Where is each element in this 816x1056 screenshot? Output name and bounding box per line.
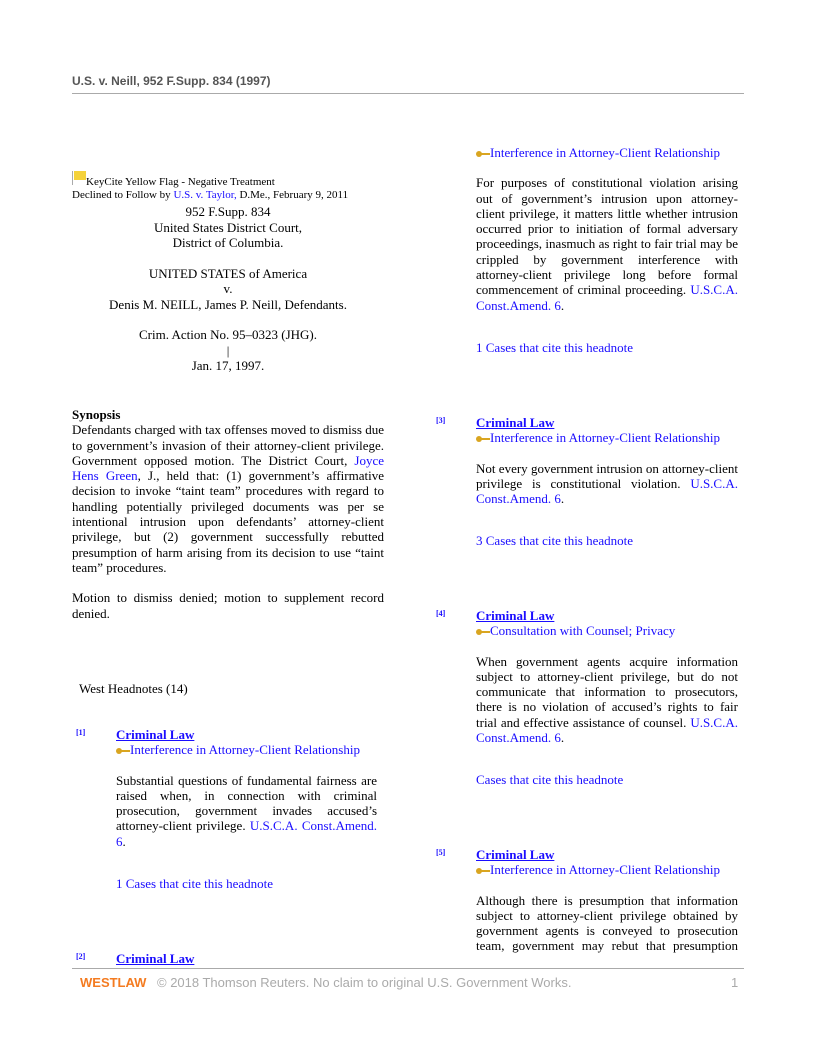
footer-divider [72,968,744,969]
statute-link[interactable]: U.S.C.A. Const.Amend. 6 [476,714,738,746]
declined-suffix: D.Me., February 9, 2011 [236,189,349,201]
court-district: District of Columbia. [172,235,284,250]
key-number-link[interactable]: Interference in Attorney-Client Relationship [490,145,720,160]
key-icon [476,435,490,443]
versus: v. [223,281,233,296]
taylor-case-link[interactable]: U.S. v. Taylor, [173,189,237,201]
headnote-text: Substantial questions of fundamental fairness are raised when, in connection with criminal prosecution, government invades accused’s attorney-client privilege. [116,772,377,834]
citing-cases-link[interactable]: 3 Cases that cite this headnote [476,533,634,549]
copyright-notice: © 2018 Thomson Reuters. No claim to original U.S. Government Works. [157,975,572,990]
headnote-number[interactable]: [4] [436,609,446,618]
keycite-flag-label: KeyCite Yellow Flag - Negative Treatment [86,176,275,188]
headnote-3: Criminal Law Interference in Attorney-Client Relationship Not every government intrusion on attorney-client privilege is constitutional violation. U.S.C.A. Const.Amend. 6. 3 Cases that cite this headnote [476,415,738,549]
headnote-number[interactable]: [2] [76,952,86,961]
docket-number: Crim. Action No. 95–0323 (JHG). [138,327,318,342]
headnote-text: For purposes of constitutional violation arising out of government’s intrusion upon attorney-client privilege, it matters little whether intrusion occurred prior to initiation of formal adversary proceedings, inasmuch as right to fair trial may be crippled by government interference with attorney-client privilege long before formal commencement of criminal proceeding. [476,175,738,298]
headnote-number[interactable]: [1] [76,728,86,737]
citing-cases-link[interactable]: 1 Cases that cite this headnote [476,339,634,355]
key-icon [116,747,130,755]
headnote-topic-link[interactable]: Criminal Law [476,608,555,623]
disposition: Motion to dismiss denied; motion to supplement record denied. [72,590,384,621]
citing-cases-link[interactable]: Cases that cite this headnote [476,772,624,788]
statute-link[interactable]: U.S.C.A. Const.Amend. 6 [476,475,738,507]
declined-prefix: Declined to Follow by [72,189,174,201]
synopsis-heading: Synopsis [72,407,121,422]
key-icon [476,150,490,158]
decision-date: Jan. 17, 1997. [191,358,265,373]
yellow-flag-icon [72,171,86,185]
headnote-topic-link[interactable]: Criminal Law [476,415,555,430]
headnote-4: Criminal Law Consultation with Counsel; Privacy When government agents acquire information subject to attorney-client privilege, but do not communicate that information to prosecutors, there is no violation of accused’s rights to fair trial and effective assistance of counsel. U.S.C.A. Const.Amend. 6. Cases that cite this headnote [476,608,738,788]
westlaw-logo: WESTLAW [80,975,147,990]
citation: 952 F.Supp. 834 [185,204,271,219]
headnote-5 [476,847,738,953]
case-caption [72,204,384,374]
key-icon [476,628,490,636]
headnote-topic-link[interactable]: Criminal Law [476,847,555,862]
headnote-number[interactable]: [3] [436,416,446,425]
headnote-2-body: Interference in Attorney-Client Relationship For purposes of constitutional violation arising out of government’s intrusion upon attorney-client privilege, it matters little whether intrusion occurred prior to initiation of formal adversary proceedings, inasmuch as right to fair trial may be crippled by government interference with attorney-client privilege long before formal commencement of criminal proceeding. U.S.C.A. Const.Amend. 6. 1 Cases that cite this headnote [476,145,738,355]
header-divider [72,93,744,94]
key-number-link[interactable]: Consultation with Counsel; Privacy [490,623,676,639]
judge-link[interactable]: Joyce Hens Green [72,452,384,484]
page-number: 1 [731,975,739,990]
defendants: Denis M. NEILL, James P. Neill, Defendants. [109,296,347,312]
key-icon [476,867,490,875]
key-number-link[interactable]: Interference in Attorney-Client Relationship [130,742,360,758]
headnote-text: When government agents acquire information subject to attorney-client privilege, but do not communicate that information to prosecutors, there is no violation of accused’s rights to fair trial and effective assistance of counsel. [476,653,738,730]
keycite-block [72,171,392,202]
court: United States District Court, [153,219,303,235]
statute-link[interactable]: U.S.C.A. Const.Amend. 6 [476,282,738,313]
synopsis-text: Defendants charged with tax offenses moved to dismiss due to government’s invasion of their attorney-client privilege. Government opposed motion. The District Court, [72,422,384,468]
document-title: U.S. v. Neill, 952 F.Supp. 834 (1997) [72,74,271,88]
key-number-link[interactable]: Interference in Attorney-Client Relationship [490,430,720,446]
key-number-link[interactable]: Interference in Attorney-Client Relationship [490,862,720,878]
headnote-2-topic [116,951,194,967]
citing-cases-link[interactable]: 1 Cases that cite this headnote [116,876,274,892]
headnotes-title: West Headnotes (14) [79,681,188,696]
headnote-number[interactable]: [5] [436,848,446,857]
headnote-text: Although there is presumption that information subject to attorney-client privilege obtained by government agents is conveyed to prosecution team, government may rebut that presumption [476,892,738,953]
headnote-topic-link[interactable]: Criminal Law [116,951,195,966]
headnote-text: Not every government intrusion on attorney-client privilege is constitutional violation. [476,460,738,491]
statute-link[interactable]: U.S.C.A. Const.Amend. 6 [116,818,377,849]
headnote-topic-link[interactable]: Criminal Law [116,727,195,742]
plaintiff: UNITED STATES of America [148,265,308,281]
synopsis [72,407,384,621]
headnote-1: Criminal Law Interference in Attorney-Client Relationship Substantial questions of fundamental fairness are raised when, in connection with criminal prosecution, government invades accused’s attorney-client privilege. U.S.C.A. Const.Amend. 6. 1 Cases that cite this headnote [116,727,377,892]
separator: | [226,342,230,358]
synopsis-text-cont: , J., held that: (1) government’s affirmative decision to invoke “taint team” procedures with regard to handling potentially privileged documents was per se intentional intrusion upon defendants’ attorney-client privilege, but (2) government successfully rebutted presumption of harm arising from its decision to use “taint team” procedures. [72,468,384,575]
